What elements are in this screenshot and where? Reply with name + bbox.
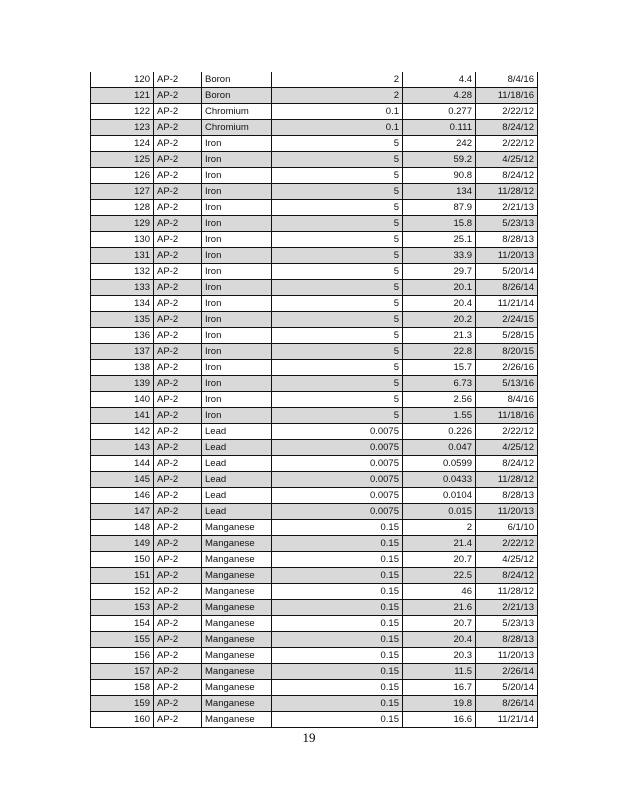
date-cell: 11/18/16 [476, 408, 538, 424]
table-row [91, 408, 538, 424]
date-cell: 2/21/13 [476, 200, 538, 216]
analyte-cell: Iron [202, 216, 272, 232]
limit-cell: 5 [272, 136, 403, 152]
analyte-cell: Manganese [202, 648, 272, 664]
value-cell: 16.7 [403, 680, 476, 696]
location-cell: AP-2 [154, 312, 202, 328]
location-cell: AP-2 [154, 296, 202, 312]
location-cell: AP-2 [154, 568, 202, 584]
value-cell: 0.0433 [403, 472, 476, 488]
analyte-cell: Lead [202, 504, 272, 520]
row-number-cell: 132 [91, 264, 154, 280]
date-cell: 6/1/10 [476, 520, 538, 536]
row-number-cell: 157 [91, 664, 154, 680]
location-cell: AP-2 [154, 552, 202, 568]
table-row [91, 328, 538, 344]
value-cell: 0.226 [403, 424, 476, 440]
row-number-cell: 127 [91, 184, 154, 200]
table-row [91, 232, 538, 248]
analyte-cell: Iron [202, 296, 272, 312]
row-number-cell: 147 [91, 504, 154, 520]
page-number: 19 [302, 730, 316, 745]
analyte-cell: Iron [202, 408, 272, 424]
value-cell: 6.73 [403, 376, 476, 392]
date-cell: 8/24/12 [476, 568, 538, 584]
value-cell: 20.7 [403, 552, 476, 568]
row-number-cell: 137 [91, 344, 154, 360]
analyte-cell: Iron [202, 200, 272, 216]
value-cell: 22.5 [403, 568, 476, 584]
limit-cell: 0.15 [272, 568, 403, 584]
limit-cell: 5 [272, 376, 403, 392]
value-cell: 90.8 [403, 168, 476, 184]
limit-cell: 0.15 [272, 648, 403, 664]
limit-cell: 0.15 [272, 552, 403, 568]
row-number-cell: 134 [91, 296, 154, 312]
value-cell: 15.7 [403, 360, 476, 376]
location-cell: AP-2 [154, 472, 202, 488]
row-number-cell: 158 [91, 680, 154, 696]
date-cell: 2/24/15 [476, 312, 538, 328]
limit-cell: 5 [272, 360, 403, 376]
location-cell: AP-2 [154, 648, 202, 664]
row-number-cell: 154 [91, 616, 154, 632]
date-cell: 2/22/12 [476, 104, 538, 120]
value-cell: 87.9 [403, 200, 476, 216]
limit-cell: 5 [272, 232, 403, 248]
location-cell: AP-2 [154, 152, 202, 168]
limit-cell: 0.0075 [272, 456, 403, 472]
analyte-cell: Manganese [202, 584, 272, 600]
location-cell: AP-2 [154, 488, 202, 504]
value-cell: 20.1 [403, 280, 476, 296]
value-cell: 25.1 [403, 232, 476, 248]
limit-cell: 5 [272, 200, 403, 216]
row-number-cell: 121 [91, 88, 154, 104]
analyte-cell: Manganese [202, 600, 272, 616]
date-cell: 8/26/14 [476, 696, 538, 712]
value-cell: 20.2 [403, 312, 476, 328]
analyte-cell: Iron [202, 280, 272, 296]
value-cell: 0.0599 [403, 456, 476, 472]
analyte-cell: Iron [202, 152, 272, 168]
row-number-cell: 130 [91, 232, 154, 248]
row-number-cell: 150 [91, 552, 154, 568]
date-cell: 5/28/15 [476, 328, 538, 344]
location-cell: AP-2 [154, 248, 202, 264]
date-cell: 11/28/12 [476, 184, 538, 200]
analyte-cell: Lead [202, 440, 272, 456]
row-number-cell: 142 [91, 424, 154, 440]
table-row [91, 120, 538, 136]
row-number-cell: 148 [91, 520, 154, 536]
location-cell: AP-2 [154, 680, 202, 696]
analyte-cell: Manganese [202, 616, 272, 632]
row-number-cell: 141 [91, 408, 154, 424]
date-cell: 2/22/12 [476, 136, 538, 152]
location-cell: AP-2 [154, 264, 202, 280]
table-row [91, 360, 538, 376]
analyte-cell: Iron [202, 136, 272, 152]
location-cell: AP-2 [154, 616, 202, 632]
table-row [91, 664, 538, 680]
date-cell: 5/20/14 [476, 680, 538, 696]
date-cell: 5/23/13 [476, 216, 538, 232]
value-cell: 59.2 [403, 152, 476, 168]
table-row [91, 440, 538, 456]
table-row [91, 88, 538, 104]
value-cell: 11.5 [403, 664, 476, 680]
limit-cell: 0.15 [272, 600, 403, 616]
row-number-cell: 144 [91, 456, 154, 472]
limit-cell: 0.0075 [272, 488, 403, 504]
row-number-cell: 160 [91, 712, 154, 728]
table-row [91, 696, 538, 712]
row-number-cell: 149 [91, 536, 154, 552]
date-cell: 2/22/12 [476, 536, 538, 552]
table-row [91, 648, 538, 664]
row-number-cell: 159 [91, 696, 154, 712]
row-number-cell: 128 [91, 200, 154, 216]
row-number-cell: 153 [91, 600, 154, 616]
location-cell: AP-2 [154, 280, 202, 296]
table-row [91, 632, 538, 648]
analyte-cell: Manganese [202, 552, 272, 568]
analyte-cell: Manganese [202, 568, 272, 584]
location-cell: AP-2 [154, 520, 202, 536]
date-cell: 5/20/14 [476, 264, 538, 280]
value-cell: 4.28 [403, 88, 476, 104]
limit-cell: 0.0075 [272, 472, 403, 488]
table-row [91, 200, 538, 216]
table-row [91, 600, 538, 616]
value-cell: 20.7 [403, 616, 476, 632]
value-cell: 21.6 [403, 600, 476, 616]
value-cell: 22.8 [403, 344, 476, 360]
table-row [91, 280, 538, 296]
date-cell: 5/13/16 [476, 376, 538, 392]
limit-cell: 5 [272, 296, 403, 312]
analyte-cell: Iron [202, 264, 272, 280]
date-cell: 11/21/14 [476, 712, 538, 728]
date-cell: 2/26/16 [476, 360, 538, 376]
value-cell: 0.0104 [403, 488, 476, 504]
location-cell: AP-2 [154, 712, 202, 728]
row-number-cell: 123 [91, 120, 154, 136]
date-cell: 2/21/13 [476, 600, 538, 616]
data-table [90, 72, 538, 728]
table-row [91, 264, 538, 280]
location-cell: AP-2 [154, 600, 202, 616]
location-cell: AP-2 [154, 504, 202, 520]
location-cell: AP-2 [154, 360, 202, 376]
date-cell: 2/22/12 [476, 424, 538, 440]
location-cell: AP-2 [154, 168, 202, 184]
limit-cell: 0.1 [272, 104, 403, 120]
row-number-cell: 156 [91, 648, 154, 664]
row-number-cell: 136 [91, 328, 154, 344]
date-cell: 11/21/14 [476, 296, 538, 312]
limit-cell: 0.15 [272, 616, 403, 632]
date-cell: 8/24/12 [476, 120, 538, 136]
analyte-cell: Boron [202, 88, 272, 104]
value-cell: 0.111 [403, 120, 476, 136]
limit-cell: 5 [272, 216, 403, 232]
row-number-cell: 129 [91, 216, 154, 232]
location-cell: AP-2 [154, 696, 202, 712]
analyte-cell: Manganese [202, 696, 272, 712]
table-row [91, 536, 538, 552]
analyte-cell: Manganese [202, 632, 272, 648]
row-number-cell: 155 [91, 632, 154, 648]
date-cell: 11/18/16 [476, 88, 538, 104]
table-row [91, 312, 538, 328]
limit-cell: 5 [272, 184, 403, 200]
table-row [91, 376, 538, 392]
location-cell: AP-2 [154, 536, 202, 552]
limit-cell: 5 [272, 168, 403, 184]
limit-cell: 0.15 [272, 664, 403, 680]
date-cell: 8/28/13 [476, 488, 538, 504]
table-row [91, 616, 538, 632]
date-cell: 11/28/12 [476, 472, 538, 488]
analyte-cell: Chromium [202, 120, 272, 136]
table-row [91, 520, 538, 536]
value-cell: 0.047 [403, 440, 476, 456]
limit-cell: 5 [272, 344, 403, 360]
table-row [91, 552, 538, 568]
date-cell: 2/26/14 [476, 664, 538, 680]
analyte-cell: Manganese [202, 712, 272, 728]
limit-cell: 5 [272, 248, 403, 264]
table-row [91, 152, 538, 168]
value-cell: 4.4 [403, 72, 476, 88]
limit-cell: 0.0075 [272, 440, 403, 456]
value-cell: 21.3 [403, 328, 476, 344]
row-number-cell: 152 [91, 584, 154, 600]
date-cell: 4/25/12 [476, 552, 538, 568]
date-cell: 8/24/12 [476, 168, 538, 184]
row-number-cell: 151 [91, 568, 154, 584]
date-cell: 11/20/13 [476, 504, 538, 520]
limit-cell: 0.1 [272, 120, 403, 136]
table-row [91, 184, 538, 200]
table-row [91, 456, 538, 472]
analyte-cell: Iron [202, 312, 272, 328]
table-row [91, 216, 538, 232]
table-row [91, 584, 538, 600]
analyte-cell: Manganese [202, 664, 272, 680]
table-row [91, 104, 538, 120]
value-cell: 33.9 [403, 248, 476, 264]
analyte-cell: Manganese [202, 520, 272, 536]
value-cell: 0.015 [403, 504, 476, 520]
analyte-cell: Iron [202, 376, 272, 392]
limit-cell: 5 [272, 328, 403, 344]
value-cell: 29.7 [403, 264, 476, 280]
location-cell: AP-2 [154, 392, 202, 408]
table-row [91, 72, 538, 88]
table-row [91, 424, 538, 440]
limit-cell: 0.0075 [272, 424, 403, 440]
value-cell: 0.277 [403, 104, 476, 120]
value-cell: 20.4 [403, 632, 476, 648]
value-cell: 134 [403, 184, 476, 200]
row-number-cell: 140 [91, 392, 154, 408]
row-number-cell: 122 [91, 104, 154, 120]
date-cell: 8/4/16 [476, 72, 538, 88]
value-cell: 46 [403, 584, 476, 600]
analyte-cell: Lead [202, 456, 272, 472]
location-cell: AP-2 [154, 72, 202, 88]
date-cell: 8/28/13 [476, 632, 538, 648]
analyte-cell: Iron [202, 344, 272, 360]
date-cell: 11/20/13 [476, 648, 538, 664]
date-cell: 11/28/12 [476, 584, 538, 600]
location-cell: AP-2 [154, 376, 202, 392]
row-number-cell: 120 [91, 72, 154, 88]
limit-cell: 0.15 [272, 520, 403, 536]
limit-cell: 5 [272, 312, 403, 328]
limit-cell: 2 [272, 88, 403, 104]
location-cell: AP-2 [154, 584, 202, 600]
location-cell: AP-2 [154, 328, 202, 344]
limit-cell: 0.15 [272, 584, 403, 600]
analyte-cell: Iron [202, 328, 272, 344]
limit-cell: 5 [272, 152, 403, 168]
table-row [91, 488, 538, 504]
date-cell: 8/20/15 [476, 344, 538, 360]
analyte-cell: Lead [202, 424, 272, 440]
analyte-cell: Iron [202, 232, 272, 248]
table-row [91, 472, 538, 488]
limit-cell: 2 [272, 72, 403, 88]
location-cell: AP-2 [154, 424, 202, 440]
limit-cell: 0.15 [272, 632, 403, 648]
location-cell: AP-2 [154, 440, 202, 456]
analyte-cell: Iron [202, 392, 272, 408]
table-row [91, 680, 538, 696]
value-cell: 20.3 [403, 648, 476, 664]
row-number-cell: 138 [91, 360, 154, 376]
location-cell: AP-2 [154, 344, 202, 360]
location-cell: AP-2 [154, 184, 202, 200]
table-row [91, 136, 538, 152]
analyte-cell: Iron [202, 168, 272, 184]
row-number-cell: 139 [91, 376, 154, 392]
location-cell: AP-2 [154, 120, 202, 136]
limit-cell: 0.15 [272, 712, 403, 728]
analyte-cell: Lead [202, 488, 272, 504]
table-row [91, 168, 538, 184]
value-cell: 2.56 [403, 392, 476, 408]
location-cell: AP-2 [154, 456, 202, 472]
table-row [91, 712, 538, 728]
date-cell: 11/20/13 [476, 248, 538, 264]
row-number-cell: 135 [91, 312, 154, 328]
location-cell: AP-2 [154, 664, 202, 680]
row-number-cell: 143 [91, 440, 154, 456]
table-row [91, 248, 538, 264]
row-number-cell: 133 [91, 280, 154, 296]
limit-cell: 5 [272, 408, 403, 424]
value-cell: 16.6 [403, 712, 476, 728]
date-cell: 4/25/12 [476, 152, 538, 168]
analyte-cell: Iron [202, 184, 272, 200]
location-cell: AP-2 [154, 216, 202, 232]
location-cell: AP-2 [154, 232, 202, 248]
row-number-cell: 131 [91, 248, 154, 264]
value-cell: 15.8 [403, 216, 476, 232]
table-row [91, 568, 538, 584]
analyte-cell: Iron [202, 360, 272, 376]
date-cell: 5/23/13 [476, 616, 538, 632]
limit-cell: 5 [272, 264, 403, 280]
limit-cell: 0.15 [272, 680, 403, 696]
location-cell: AP-2 [154, 632, 202, 648]
date-cell: 8/24/12 [476, 456, 538, 472]
row-number-cell: 125 [91, 152, 154, 168]
limit-cell: 0.15 [272, 696, 403, 712]
location-cell: AP-2 [154, 136, 202, 152]
value-cell: 21.4 [403, 536, 476, 552]
analyte-cell: Boron [202, 72, 272, 88]
table-row [91, 392, 538, 408]
limit-cell: 0.15 [272, 536, 403, 552]
table-row [91, 504, 538, 520]
limit-cell: 0.0075 [272, 504, 403, 520]
limit-cell: 5 [272, 392, 403, 408]
value-cell: 19.8 [403, 696, 476, 712]
value-cell: 20.4 [403, 296, 476, 312]
row-number-cell: 145 [91, 472, 154, 488]
analyte-cell: Manganese [202, 680, 272, 696]
analyte-cell: Chromium [202, 104, 272, 120]
analyte-cell: Lead [202, 472, 272, 488]
date-cell: 8/26/14 [476, 280, 538, 296]
row-number-cell: 126 [91, 168, 154, 184]
table-row [91, 344, 538, 360]
table-body [91, 72, 538, 728]
date-cell: 8/28/13 [476, 232, 538, 248]
row-number-cell: 146 [91, 488, 154, 504]
location-cell: AP-2 [154, 104, 202, 120]
table-row [91, 296, 538, 312]
location-cell: AP-2 [154, 200, 202, 216]
location-cell: AP-2 [154, 408, 202, 424]
location-cell: AP-2 [154, 88, 202, 104]
value-cell: 242 [403, 136, 476, 152]
analyte-cell: Iron [202, 248, 272, 264]
date-cell: 8/4/16 [476, 392, 538, 408]
value-cell: 2 [403, 520, 476, 536]
value-cell: 1.55 [403, 408, 476, 424]
analyte-cell: Manganese [202, 536, 272, 552]
date-cell: 4/25/12 [476, 440, 538, 456]
limit-cell: 5 [272, 280, 403, 296]
row-number-cell: 124 [91, 136, 154, 152]
